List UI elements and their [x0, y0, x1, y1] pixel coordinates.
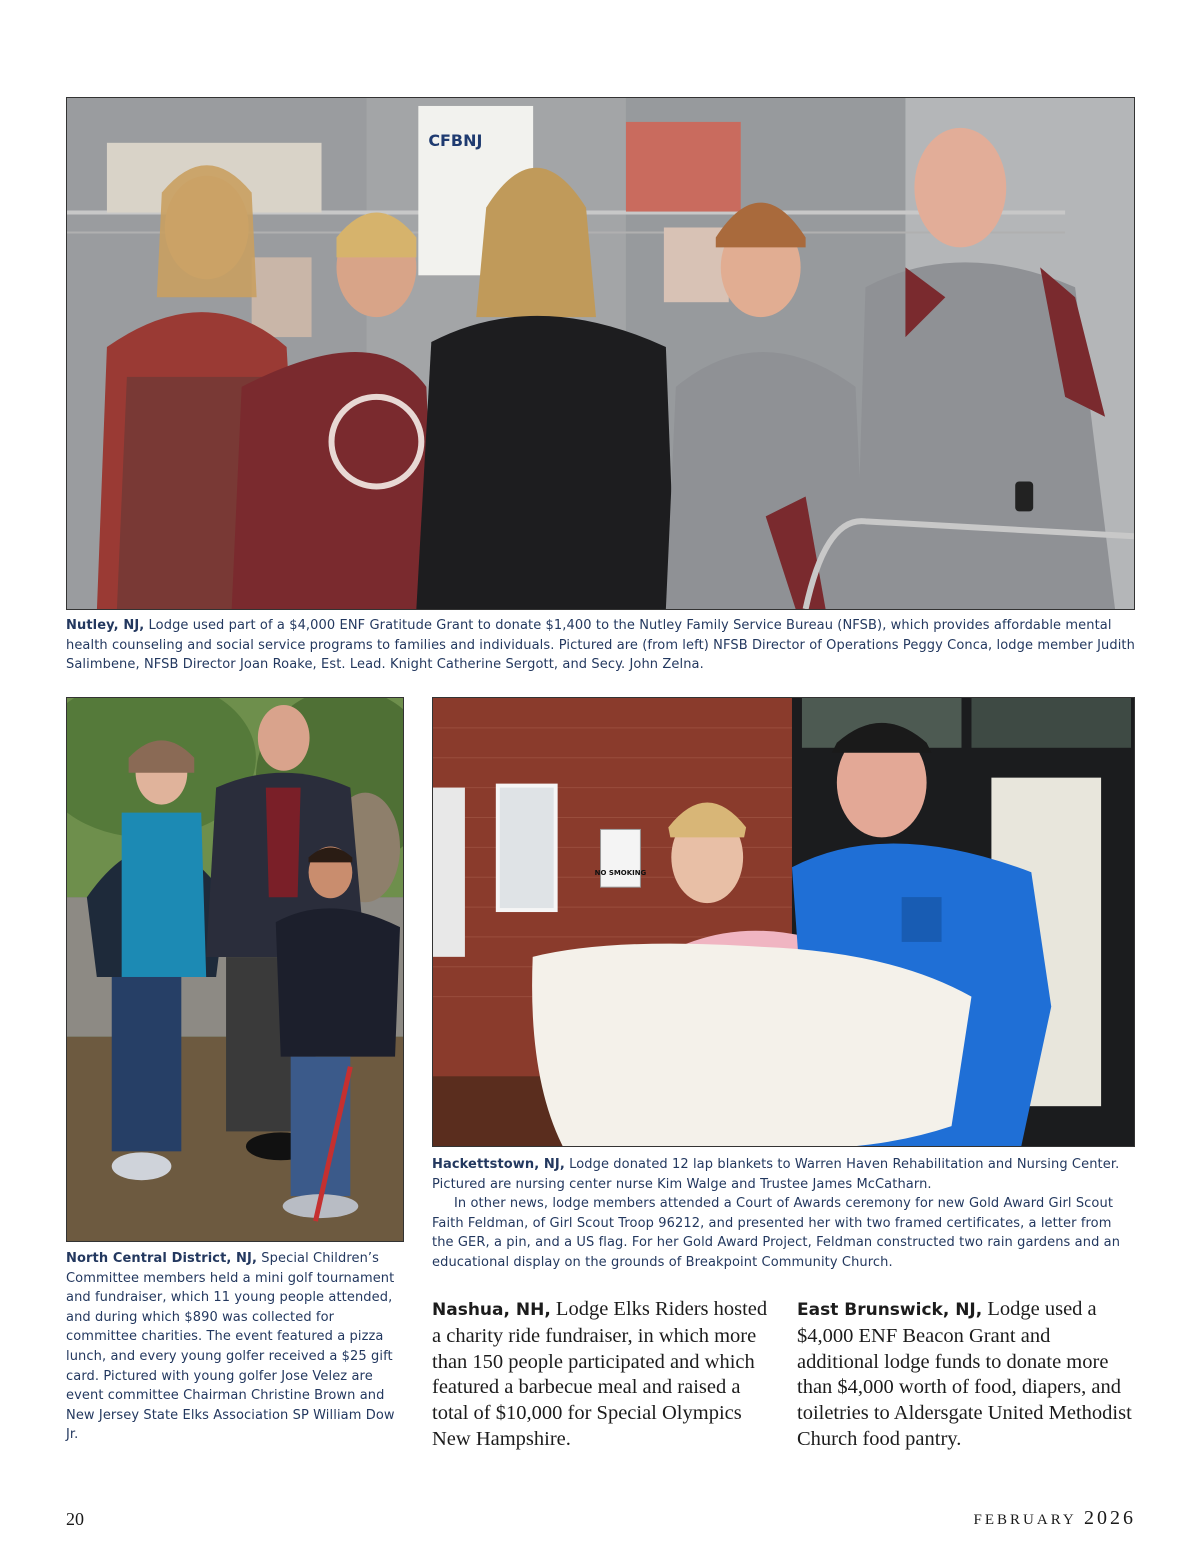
story-east-brunswick-text: Lodge used a $4,000 ENF Beacon Grant and additional lodge funds to donate more than $4,000 worth of food, diapers, and toiletries to Aldersgate United Methodist Church food pantry. [797, 1298, 1132, 1450]
story-east-brunswick [797, 1297, 1137, 1453]
caption-nutley-text: Lodge used part of a $4,000 ENF Gratitude Grant to donate $1,400 to the Nutley Family Service Bureau (NFSB), which provides affordable mental health counseling and social service programs to families and individuals. Pictured are (from left) NFSB Director of Operations Peggy Conca, lodge member Judith Salimbene, NFSB Director Joan Roake, Est. Lead. Knight Catherine Sergott, and Secy. John Zelna. [66, 618, 1135, 673]
photo-hackettstown [432, 697, 1135, 1147]
north-central-photo-image [67, 698, 403, 1241]
cfbnj-sign-text: CFBNJ [428, 130, 483, 150]
story-nashua [432, 1297, 772, 1453]
caption-north-central-text: Special Children’s Committee members held a mini golf tournament and fundraiser, which 11 young people attended, and during which $890 was collected for committee charities. The event featured a pizza lunch, and every young golfer received a $25 gift card. Pictured with young golfer Jose Velez are event committee Chairman Christine Brown and New Jersey State Elks Association SP William Dow Jr. [66, 1251, 395, 1443]
issue-date [974, 1507, 1136, 1530]
caption-hackettstown-text2: In other news, lodge members attended a Court of Awards ceremony for new Gold Award Girl Scout Faith Feldman, of Girl Scout Troop 96212, and presented her with two framed certificates, a letter from the GER, a pin, and a US flag. For her Gold Award Project, Feldman constructed two rain gardens and an educational display on the grounds of Breakpoint Community Church. [432, 1196, 1121, 1270]
caption-hackettstown-lead: Hackettstown, NJ, [432, 1157, 565, 1172]
photo-nutley [66, 97, 1135, 610]
caption-nutley [66, 616, 1138, 675]
story-nashua-text: Lodge Elks Riders hosted a charity ride fundraiser, in which more than 150 people participated and which featured a barbecue meal and raised a total of $10,000 for Special Olympics New Hampshire. [432, 1298, 768, 1450]
story-east-brunswick-lead: East Brunswick, NJ, [797, 1300, 983, 1320]
issue-month: FEBRUARY [973, 1512, 1077, 1528]
nutley-photo-image [67, 98, 1134, 609]
story-nashua-lead: Nashua, NH, [432, 1300, 551, 1320]
caption-hackettstown-text: Lodge donated 12 lap blankets to Warren Haven Rehabilitation and Nursing Center. Pictured are nursing center nurse Kim Walge and Trustee James McCatharn. [432, 1157, 1120, 1192]
caption-hackettstown [432, 1155, 1137, 1273]
no-smoking-sign-text: NO SMOKING [594, 869, 647, 878]
page-number: 20 [66, 1509, 84, 1529]
photo-north-central [66, 697, 404, 1242]
caption-nutley-lead: Nutley, NJ, [66, 618, 145, 633]
caption-north-central-lead: North Central District, NJ, [66, 1251, 258, 1266]
hackettstown-photo-image [433, 698, 1134, 1146]
caption-north-central [66, 1249, 396, 1445]
issue-year: 2026 [1084, 1507, 1136, 1529]
